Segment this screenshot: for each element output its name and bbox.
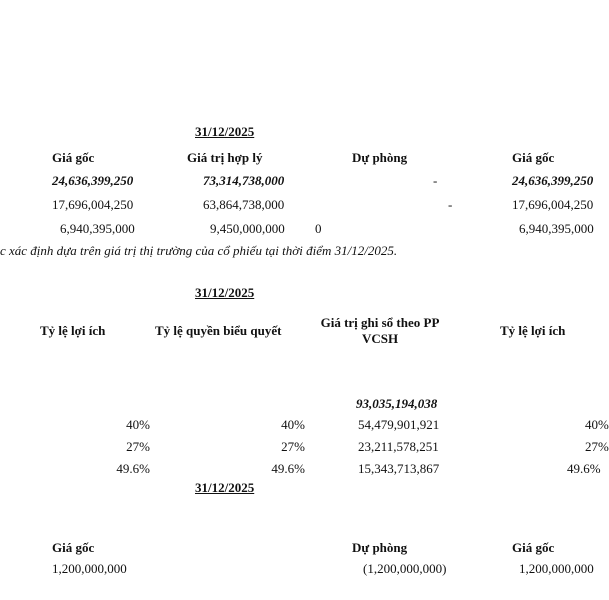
section2-header-ownership: Tỷ lệ lợi ích [40,323,106,338]
section1-header-cost: Giá gốc [52,150,95,165]
section2-header-carrying-value: Giá trị ghi sổ theo PP VCSH [320,315,440,346]
section3-header-cost-prior: Giá gốc [512,540,555,555]
section2-header-ownership-prior: Tỷ lệ lợi ích [500,323,566,338]
section1-header-fair-value: Giá trị hợp lý [187,150,263,165]
section1-row2-cost: 6,940,395,000 [60,221,135,236]
section1-row1-provision: - [448,197,453,212]
section2-row1-voting: 40% [281,417,305,432]
section2-row3-ownership: 49.6% [116,461,150,476]
section1-total-cost: 24,636,399,250 [52,173,134,188]
section3-row-cost: 1,200,000,000 [52,561,127,576]
section1-header-cost-prior: Giá gốc [512,150,555,165]
section1-row1-fair-value: 63,864,738,000 [203,197,285,212]
section2-date-header: 31/12/2025 [195,285,255,300]
section2-row3-voting: 49.6% [271,461,305,476]
section3-header-provision: Dự phòng [352,540,408,555]
section1-total-fair-value: 73,314,738,000 [203,173,285,188]
section2-row2-voting: 27% [281,439,305,454]
section2-row2-ownership-prior: 27% [585,439,609,454]
section2-row2-carrying-value: 23,211,578,251 [358,439,439,454]
section3-row-provision: (1,200,000,000) [363,561,447,576]
section2-row3-ownership-prior: 49.6% [567,461,601,476]
section1-row1-cost-prior: 17,696,004,250 [512,197,594,212]
section2-header-voting: Tỷ lệ quyền biểu quyết [155,323,282,338]
section2-total-carrying-value: 93,035,194,038 [356,396,438,411]
section2-row1-carrying-value: 54,479,901,921 [358,417,440,432]
section1-note: c xác định dựa trên giá trị thị trường của cổ phiếu tại thời điểm 31/12/2025. [0,243,398,258]
section1-total-cost-prior: 24,636,399,250 [512,173,594,188]
section3-header-cost: Giá gốc [52,540,95,555]
section1-row2-fair-value: 9,450,000,000 [210,221,285,236]
section2-row1-ownership: 40% [126,417,150,432]
section2-row1-ownership-prior: 40% [585,417,609,432]
section1-header-provision: Dự phòng [352,150,408,165]
section1-total-provision: - [433,173,438,188]
section1-row2-cost-prior: 6,940,395,000 [519,221,594,236]
section1-row2-provision: 0 [315,221,322,236]
section1-row1-cost: 17,696,004,250 [52,197,134,212]
section2-row2-ownership: 27% [126,439,150,454]
section3-date-header: 31/12/2025 [195,480,255,495]
section1-date-header: 31/12/2025 [195,124,255,139]
section2-row3-carrying-value: 15,343,713,867 [358,461,440,476]
section3-row-cost-prior: 1,200,000,000 [519,561,594,576]
